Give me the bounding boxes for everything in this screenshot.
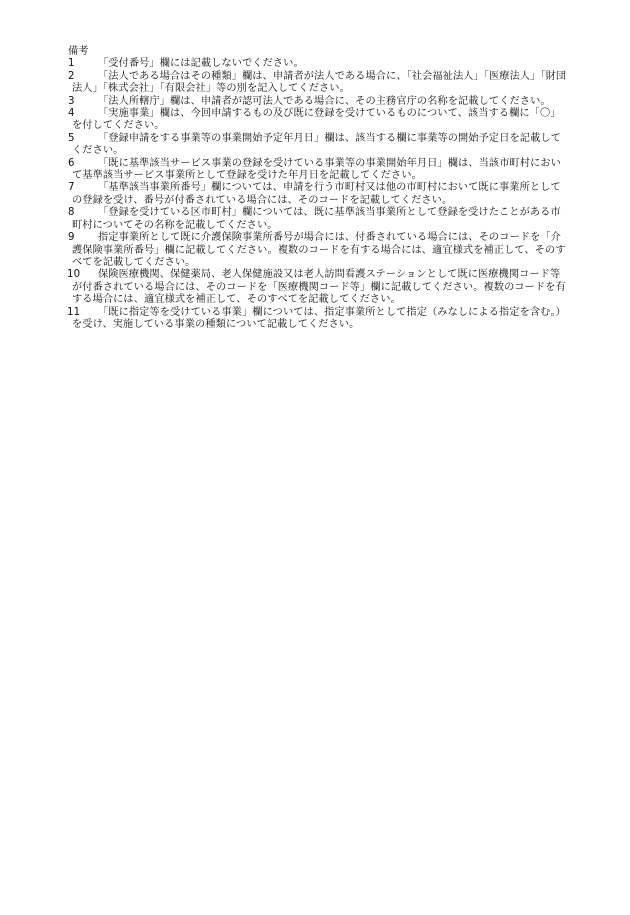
remark-number: 5 <box>68 132 75 144</box>
remark-number: 7 <box>68 182 75 194</box>
remark-text: 「実施事業」欄は、今回申請するもの及び既に登録を受けているものについて、該当する欄に「〇」を付してください。 <box>72 108 561 132</box>
remark-text: 「登録を受けている区市町村」欄については、既に基準該当事業所として登録を受けたことがある市町村についてその名称を記載してください。 <box>72 207 561 231</box>
remark-item-1 <box>68 58 568 70</box>
remarks-section <box>68 46 568 331</box>
remark-number: 3 <box>68 95 75 107</box>
remark-item-3 <box>68 96 568 108</box>
remark-item-2 <box>68 71 568 96</box>
remark-text: 「受付番号」欄には記載しないでください。 <box>98 58 304 70</box>
remark-text: 「登録申請をする事業等の事業開始予定年月日」欄は、該当する欄に事業等の開始予定日を記載してください。 <box>72 132 561 157</box>
remark-item-5 <box>68 133 568 158</box>
remark-item-7 <box>68 182 568 207</box>
remark-number: 6 <box>68 157 75 169</box>
remark-item-9 <box>68 232 568 269</box>
remarks-title: 備考 <box>68 46 89 57</box>
remark-text: 保険医療機関、保健薬局、老人保健施設又は老人訪問看護ステーションとして既に医療機関コード等が付番されている場合には、そのコードを「医療機関コード等」欄に記載してください。複数のコードを有する場合には、適宜様式を補正して、そのすべてを記載してください。 <box>72 269 566 306</box>
remark-item-6 <box>68 158 568 183</box>
remark-number: 1 <box>68 58 75 70</box>
remark-number: 4 <box>68 108 75 120</box>
remark-number: 2 <box>68 70 75 82</box>
remark-number: 8 <box>68 207 75 219</box>
remark-item-10 <box>68 269 568 306</box>
remark-text: 「既に基準該当サービス事業の登録を受けている事業等の事業開始年月日」欄は、当該市町村において基準該当サービス事業所として登録を受けた年月日を記載してください。 <box>72 157 561 182</box>
remark-item-4 <box>68 108 568 133</box>
remark-number: 10 <box>67 269 81 281</box>
remark-text: 「法人である場合はその種類」欄は、申請者が法人である場合に、「社会福祉法人」「医療法人」「財団法人」「株式会社」「有限会社」等の別を記入してください。 <box>72 70 567 95</box>
remark-text: 指定事業所として既に介護保険事業所番号が場合には、付番されている場合には、そのコードを「介護保険事業所番号」欄に記載してください。複数のコードを有する場合には、適宜様式を補正して、そのすべてを記載してください。 <box>72 232 566 268</box>
remark-number: 11 <box>67 306 81 318</box>
remark-number: 9 <box>68 232 75 244</box>
remarks-list <box>68 58 568 331</box>
remark-item-11 <box>68 307 568 332</box>
remark-text: 「法人所轄庁」欄は、申請者が認可法人である場合に、その主務官庁の名称を記載してください。 <box>98 95 551 107</box>
remark-text: 「既に指定等を受けている事業」欄については、指定事業所として指定（みなしによる指定を含む。）を受け、実施している事業の種類について記載してください。 <box>72 306 566 330</box>
remark-item-8 <box>68 207 568 232</box>
remark-text: 「基準該当事業所番号」欄については、申請を行う市町村又は他の市町村において既に事業所としての登録を受け、番号が付番されている場合には、そのコードを記載してください。 <box>72 182 561 206</box>
